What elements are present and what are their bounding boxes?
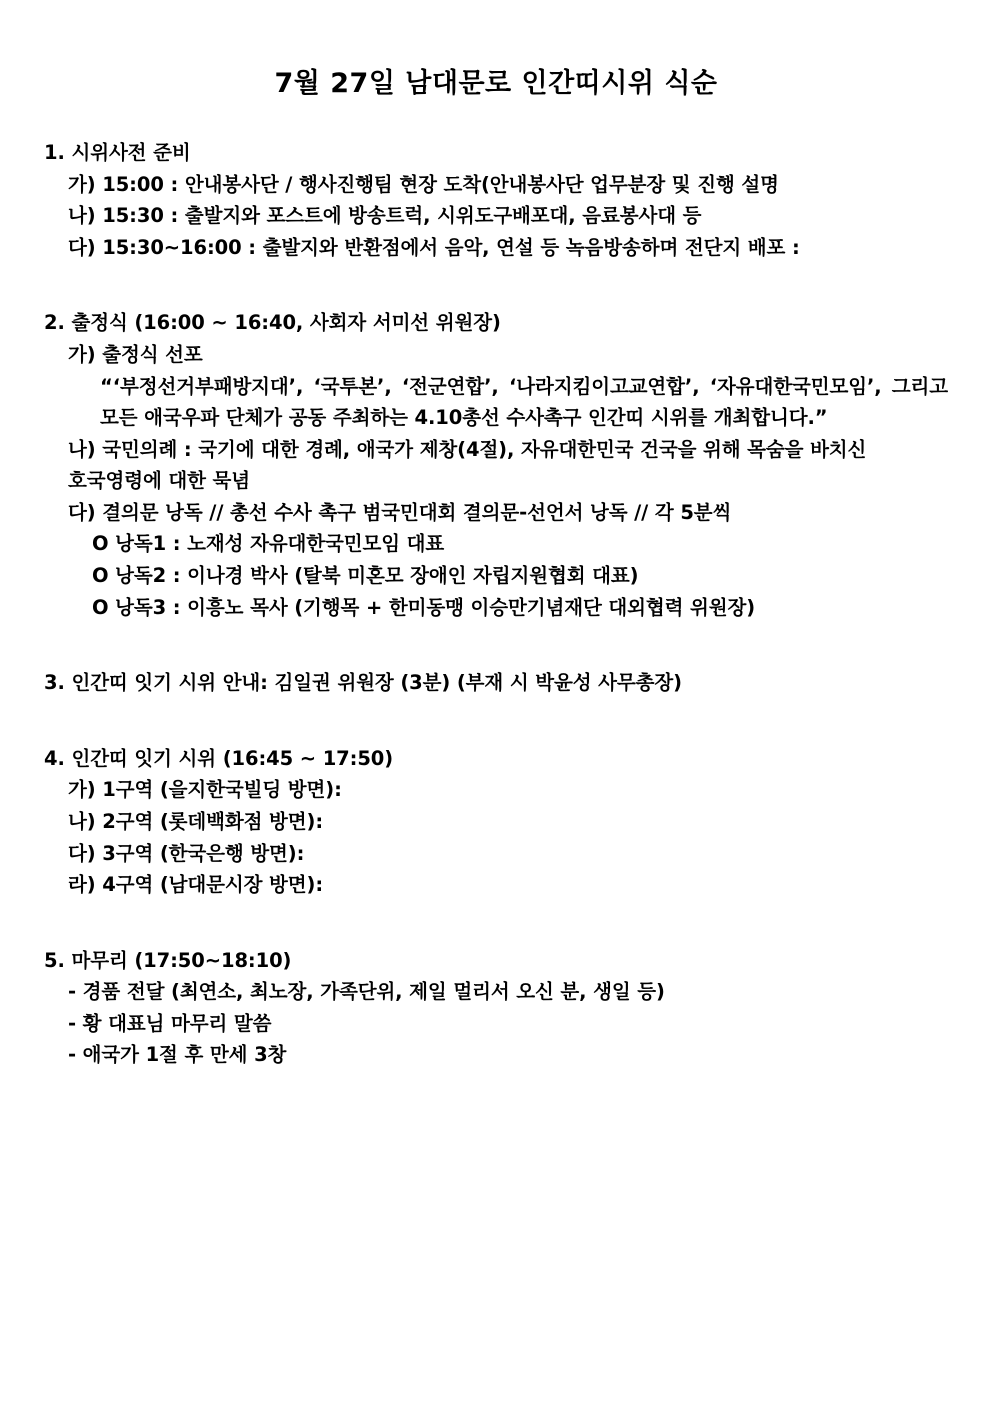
section-4-item-3: 다) 3구역 (한국은행 방면): (68, 841, 305, 865)
section-5-item-3: - 애국가 1절 후 만세 3창 (68, 1043, 287, 1067)
section-5-item-1: - 경품 전달 (최연소, 최노장, 가족단위, 제일 멀리서 오신 분, 생일 등) (68, 980, 665, 1004)
section-2-item-2: 나) 국민의례 : 국기에 대한 경례, 애국가 제창(4절), 자유대한민국 건국을 위해 목숨을 바치신 호국영령에 대한 묵념 (68, 437, 867, 493)
section-2-subitem-2: O 낭독2 : 이나경 박사 (탈북 미혼모 장애인 자립지원협회 대표) (92, 564, 639, 588)
section-2 (44, 307, 948, 623)
section-2-item-1: 가) 출정식 선포 (68, 342, 203, 366)
section-2-quote-block (92, 371, 948, 434)
section-5 (44, 945, 948, 1071)
page-title: 7월 27일 남대문로 인간띠시위 식순 (274, 68, 718, 99)
section-4-item-1: 가) 1구역 (을지한국빌딩 방면): (68, 778, 342, 802)
section-2-quote: “‘부정선거부패방지대’, ‘국투본’, ‘전군연합’, ‘나라지킴이고교연합’, ‘자유대한국민모임’, 그리고 모든 애국우파 단체가 공동 주최하는 4.10총선 수사촉구 인간띠 시위를 개최합니다.” (100, 374, 948, 430)
section-3-heading: 3. 인간띠 잇기 시위 안내: 김일권 위원장 (3분) (부재 시 박윤성 사무총장) (44, 671, 682, 695)
section-4-heading: 4. 인간띠 잇기 시위 (16:45 ~ 17:50) (44, 746, 394, 770)
section-1-item-1: 가) 15:00 : 안내봉사단 / 행사진행팀 현장 도착(안내봉사단 업무분장 및 진행 설명 (68, 172, 779, 196)
section-1-heading: 1. 시위사전 준비 (44, 141, 191, 165)
section-2-item-3: 다) 결의문 낭독 // 총선 수사 촉구 범국민대회 결의문-선언서 낭독 // 각 5분씩 (68, 500, 732, 524)
section-1 (44, 137, 948, 263)
section-4-item-2: 나) 2구역 (롯데백화점 방면): (68, 809, 324, 833)
section-3 (44, 667, 948, 699)
section-2-subitem-3: O 낭독3 : 이흥노 목사 (기행목 + 한미동맹 이승만기념재단 대외협력 위원장) (92, 595, 756, 619)
section-1-item-3: 다) 15:30~16:00 : 출발지와 반환점에서 음악, 연설 등 녹음방송하며 전단지 배포 : (68, 235, 800, 259)
section-1-item-2: 나) 15:30 : 출발지와 포스트에 방송트럭, 시위도구배포대, 음료봉사대 등 (68, 204, 702, 228)
section-2-subitem-1: O 낭독1 : 노재성 자유대한국민모임 대표 (92, 532, 445, 556)
section-4 (44, 743, 948, 901)
section-2-heading: 2. 출정식 (16:00 ~ 16:40, 사회자 서미선 위원장) (44, 311, 501, 335)
section-5-item-2: - 황 대표님 마무리 말씀 (68, 1011, 272, 1035)
section-4-item-4: 라) 4구역 (남대문시장 방면): (68, 873, 324, 897)
section-5-heading: 5. 마무리 (17:50~18:10) (44, 948, 292, 972)
